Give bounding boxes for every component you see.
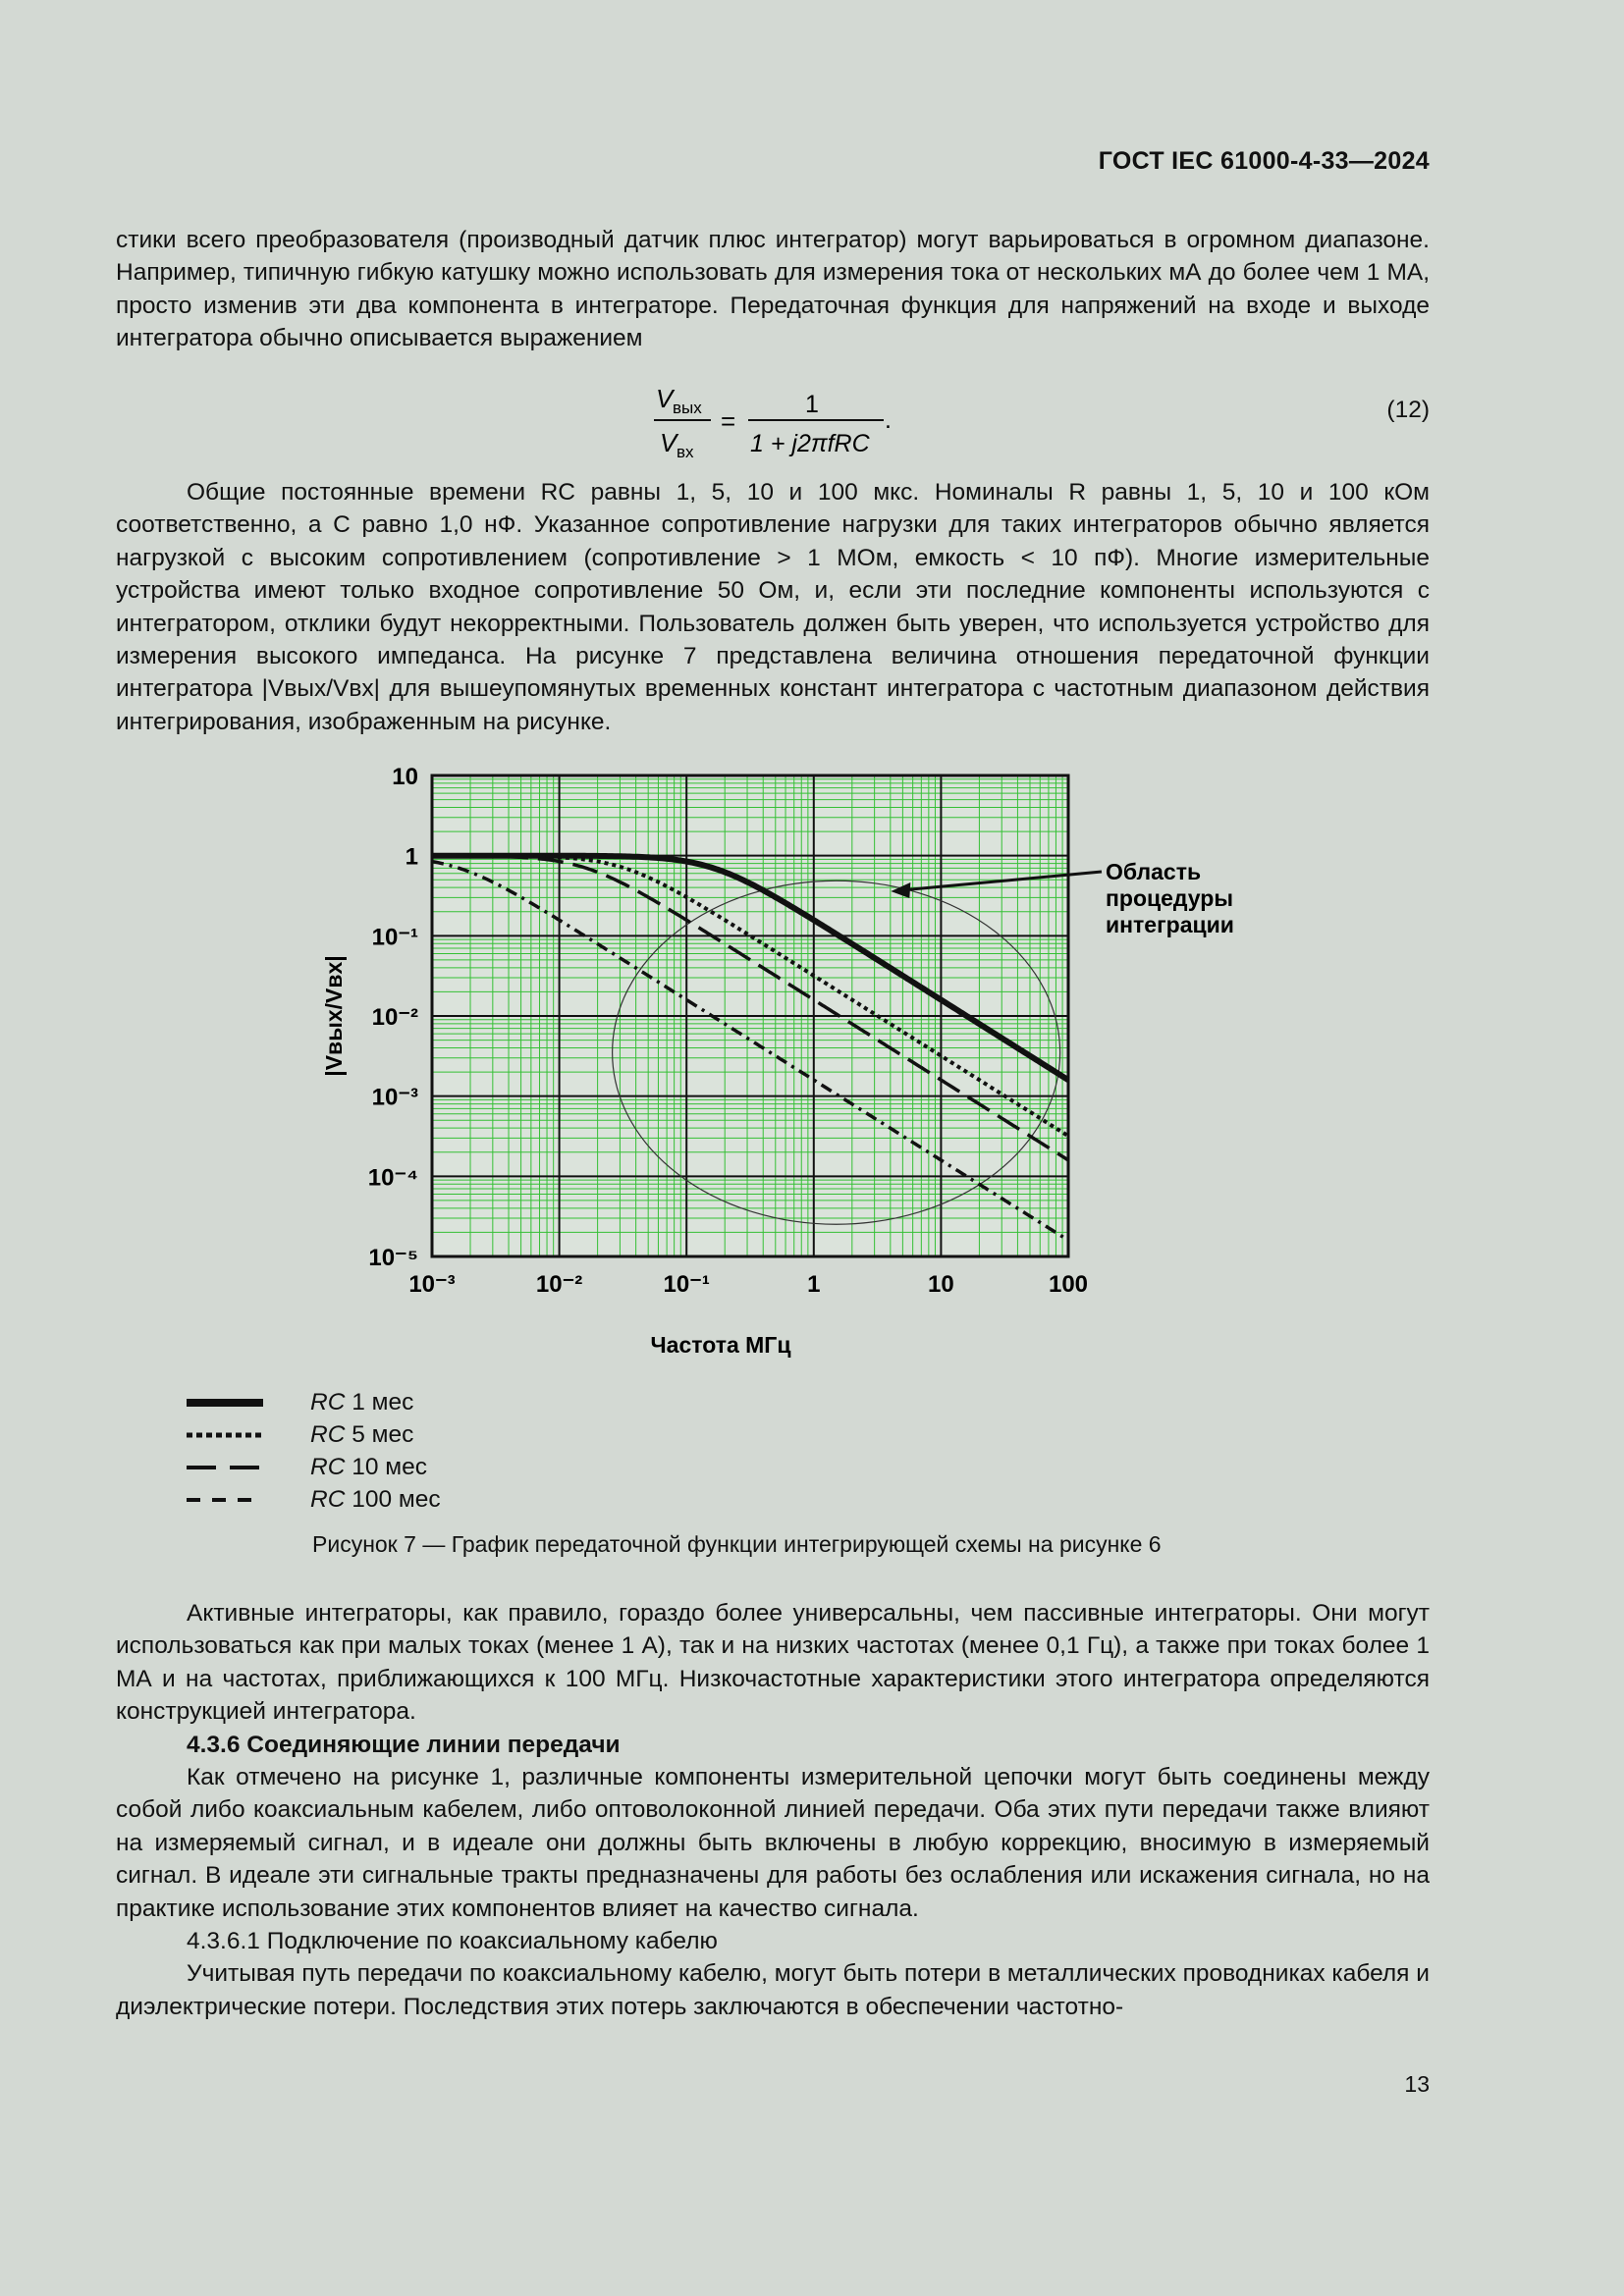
paragraph-1-text: стики всего преобразователя (производный датчик плюс интегратор) могут варьироваться в огромном диапазоне. Например, типичную гибкую катушку можно использовать для измерения тока от нескольких мА до более чем 1 МА, просто изменив эти два компонента в интеграторе. Передаточная функция для напряжений на входе и выходе интегратора обычно описывается выражением (116, 227, 1430, 352)
legend-rc-label: RC (310, 1485, 346, 1513)
formula-den-sub: вх (677, 443, 694, 461)
paragraph-4-text: Как отмечено на рисунке 1, различные компоненты измерительной цепочки могут быть соединены между собой либо коаксиальным кабелем, либо оптоволоконной линией передачи. Оба этих пути передачи также влияют на измеряемый сигнал, и в идеале они должны быть включены в любую коррекцию, вносимую в измеряемый сигнал. В идеале эти сигнальные тракты предназначены для работы без ослабления или искажения сигнала, но на практике использование этих компонентов влияет на качество сигнала. (116, 1764, 1430, 1922)
chart-legend (185, 1386, 577, 1516)
annotation-text: Область (1106, 859, 1202, 884)
legend-value: 100 мес (345, 1485, 441, 1513)
paragraph-3-text: Активные интеграторы, как правило, гораздо более универсальны, чем пассивные интеграторы. Они могут использоваться как при малых токах (менее 1 А), так и на низких частотах (менее 0,1 Гц), а также при токах более 1 МА и на частотах, приближающихся к 100 МГц. Низкочастотные характеристики этого интегратора определяются конструкцией интегратора. (116, 1600, 1430, 1726)
paragraph-1 (116, 224, 1430, 355)
transfer-function-chart (295, 756, 1234, 1364)
x-tick-label: 10 (928, 1271, 954, 1298)
paragraph-5-text: Учитывая путь передачи по коаксиальному кабелю, могут быть потери в металлических проводниках кабеля и диэлектрические потери. Последствия этих потерь заключаются в обеспечении частотно- (116, 1960, 1430, 2020)
formula-num-sub: вых (673, 399, 702, 417)
x-tick-label: 1 (807, 1271, 821, 1298)
annotation-text: интеграции (1106, 912, 1234, 937)
x-tick-label: 10⁻¹ (663, 1271, 710, 1298)
x-tick-label: 10⁻² (535, 1271, 583, 1298)
y-tick-label: 10⁻¹ (371, 924, 418, 951)
y-tick-label: 10⁻² (371, 1004, 418, 1031)
equation-number: (12) (1386, 397, 1430, 423)
formula-equals: = (721, 406, 736, 436)
y-tick-label: 1 (405, 843, 418, 871)
section-heading-4-3-6: 4.3.6 Соединяющие линии передачи (187, 1731, 621, 1758)
y-tick-label: 10⁻⁵ (368, 1245, 418, 1271)
formula-rhs-num: 1 (805, 391, 819, 418)
x-tick-label: 10⁻³ (408, 1271, 456, 1298)
legend-item-rc5 (185, 1418, 577, 1451)
legend-swatch-dotted (185, 1428, 265, 1442)
legend-swatch-dash (185, 1493, 265, 1507)
legend-swatch-solid (185, 1396, 265, 1410)
legend-rc-label: RC (310, 1388, 346, 1415)
legend-item-rc10 (185, 1451, 577, 1483)
legend-item-rc1 (185, 1386, 577, 1418)
annotation-text: процедуры (1106, 885, 1233, 911)
formula-rhs-den: 1 + j2πfRC (750, 430, 870, 457)
section-heading-4-3-6-1: 4.3.6.1 Подключение по коаксиальному кабелю (187, 1928, 718, 1955)
paragraph-3 (116, 1597, 1430, 2023)
x-tick-label: 100 (1048, 1271, 1089, 1298)
legend-value: 1 мес (345, 1388, 414, 1415)
paragraph-2-text: Общие постоянные времени RC равны 1, 5, 10 и 100 мкс. Номиналы R равны 1, 5, 10 и 100 кОм соответственно, а C равно 1,0 нФ. Указанное сопротивление нагрузки для таких интеграторов обычно является нагрузкой с высоким сопротивлением (сопротивление > 1 МОм, емкость < 10 пФ). Многие измерительные устройства имеют только входное сопротивление 50 Ом, и, если эти последние компоненты используются с интегратором, отклики будут некорректными. Пользователь должен быть уверен, что используется устройство для измерения высокого импеданса. На рисунке 7 представлена величина отношения передаточной функции интегратора |Vвых/Vвх| для вышеупомянутых временных констант интегратора с частотным диапазоном действия интегрирования, изображенным на рисунке. (116, 479, 1430, 735)
legend-value: 10 мес (345, 1453, 427, 1480)
legend-value: 5 мес (345, 1420, 414, 1448)
paragraph-2 (116, 476, 1430, 738)
figure-caption: Рисунок 7 — График передаточной функции интегрирующей схемы на рисунке 6 (312, 1531, 1162, 1557)
y-tick-label: 10⁻³ (371, 1084, 418, 1111)
legend-rc-label: RC (310, 1420, 346, 1448)
y-tick-label: 10 (392, 764, 418, 790)
page-number: 13 (1404, 2071, 1430, 2097)
document-header: ГОСТ IEC 61000-4-33—2024 (1098, 147, 1430, 175)
formula-num-var: V (656, 384, 674, 413)
y-axis-label: |Vвых/Vвх| (321, 955, 347, 1077)
y-tick-label: 10⁻⁴ (367, 1164, 418, 1192)
legend-item-rc100 (185, 1483, 577, 1516)
formula-period: . (885, 406, 892, 434)
formula-den-var: V (660, 428, 677, 457)
formula-12 (589, 373, 1001, 471)
x-axis-label: Частота МГц (650, 1332, 791, 1358)
legend-swatch-long-dash (185, 1461, 265, 1474)
legend-rc-label: RC (310, 1453, 346, 1480)
